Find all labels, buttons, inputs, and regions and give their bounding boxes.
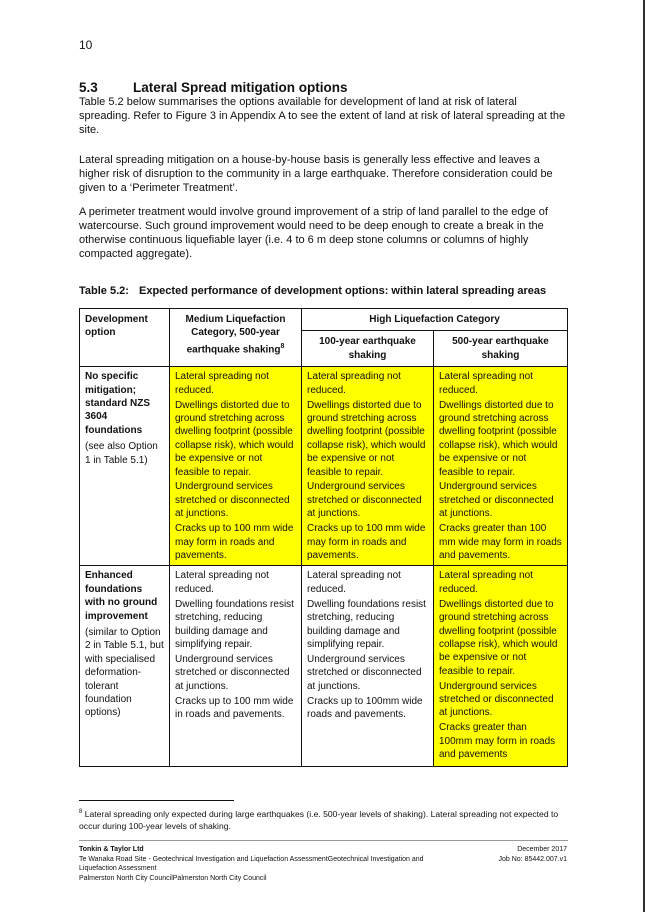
option-cell (80, 367, 170, 566)
section-title: Lateral Spread mitigation options (133, 80, 348, 95)
option-note: (similar to Option 2 in Table 5.1, but with specialised deformation-tolerant foundation options) (85, 627, 164, 719)
header-option: Development option (80, 309, 170, 367)
footer-project: Te Wanaka Road Site - Geotechnical Investigation and Liquefaction AssessmentGeotechnical Investigation and Liquefaction Assessment (79, 855, 424, 872)
footer-left (79, 845, 449, 883)
cell-line: Underground services stretched or disconnected at junctions. (439, 481, 554, 520)
footer-right (499, 845, 568, 864)
cell-line: Underground services stretched or disconnected at junctions. (439, 680, 554, 719)
cell-line: Dwellings distorted due to ground stretching across dwelling footprint (possible collapse risk), which would be expensive or not feasible to repair. (307, 399, 426, 478)
cell-line: Cracks up to 100 mm wide may form in roads and pavements. (307, 523, 426, 561)
footnote-ref: 8 (280, 342, 285, 350)
header-row (80, 309, 568, 331)
paragraph-1: Table 5.2 below summarises the options available for development of land at risk of lateral spreading. Refer to Figure 3 in Appendix A to see the extent of land at risk of lateral spreading at the site. (79, 96, 566, 136)
medium-cell (170, 367, 302, 566)
cell-line: Dwelling foundations resist stretching, reducing building damage and simplifying repair. (175, 598, 294, 650)
cell-line: Underground services stretched or disconnected at junctions. (307, 481, 422, 520)
high-100-cell (302, 566, 434, 767)
cell-line: Underground services stretched or disconnected at junctions. (175, 653, 290, 692)
cell-line: Underground services stretched or disconnected at junctions. (307, 653, 422, 692)
high-500-cell (434, 566, 568, 767)
cell-line: Cracks greater than 100mm may form in roads and pavements (439, 722, 556, 761)
footnote-marker: 8 (79, 809, 83, 815)
section-number: 5.3 (79, 80, 98, 95)
option-cell (80, 566, 170, 767)
header-high-100: 100-year earthquake shaking (302, 331, 434, 367)
cell-line: Lateral spreading not reduced. (175, 570, 269, 595)
footer-company: Tonkin & Taylor Ltd (79, 846, 144, 853)
table-row (80, 566, 568, 767)
cell-line: Dwellings distorted due to ground stretching across dwelling footprint (possible collapse risk), which would be expensive or not feasible to repair. (439, 598, 558, 677)
footer-divider (79, 840, 568, 841)
cell-line: Underground services stretched or disconnected at junctions. (175, 481, 290, 520)
high-100-cell (302, 367, 434, 566)
cell-line: Lateral spreading not reduced. (307, 570, 401, 595)
cell-line: Cracks up to 100 mm wide in roads and pavements. (175, 695, 294, 720)
table-caption (79, 285, 546, 297)
cell-line: Cracks up to 100 mm wide may form in roads and pavements. (175, 523, 294, 561)
cell-line: Lateral spreading not reduced. (175, 371, 269, 396)
paragraph-2: Lateral spreading mitigation on a house-by-house basis is generally less effective and leaves a higher risk of disruption to the community in a large earthquake. Therefore consideration could be given to a ‘Perimeter Treatment’. (79, 154, 553, 194)
table-caption-title: Expected performance of development options: within lateral spreading areas (139, 285, 547, 297)
header-high: High Liquefaction Category (302, 309, 568, 331)
cell-line: Dwellings distorted due to ground stretching across dwelling footprint (possible collapse risk), which would be expensive or not feasible to repair. (175, 399, 294, 478)
options-table (79, 308, 568, 767)
cell-line: Dwelling foundations resist stretching, reducing building damage and simplifying repair. (307, 598, 426, 650)
footnote (79, 806, 569, 832)
section-heading (79, 80, 348, 95)
table-caption-number: Table 5.2: (79, 285, 129, 297)
cell-line: Dwellings distorted due to ground stretching across dwelling footprint (possible collapse risk), which would be expensive or not feasible to repair. (439, 399, 558, 478)
table-row (80, 367, 568, 566)
medium-cell (170, 566, 302, 767)
header-medium (170, 309, 302, 367)
cell-line: Lateral spreading not reduced. (307, 371, 401, 396)
cell-line: Lateral spreading not reduced. (439, 570, 533, 595)
option-title: Enhanced foundations with no ground improvement (85, 570, 158, 622)
cell-line: Cracks up to 100mm wide roads and pavements. (307, 695, 423, 720)
footer-client: Palmerston North City CouncilPalmerston North City Council (79, 874, 267, 882)
footnote-divider (79, 800, 234, 801)
footer-job: Job No: 85442.007.v1 (498, 855, 567, 863)
option-title: No specific mitigation; standard NZS 3604 foundations (85, 371, 151, 436)
footer-date: December 2017 (517, 846, 567, 853)
option-note: (see also Option 1 in Table 5.1) (85, 441, 158, 466)
cell-line: Lateral spreading not reduced. (439, 371, 533, 396)
high-500-cell (434, 367, 568, 566)
header-medium-label: Medium Liquefaction Category, 500-year earthquake shaking (185, 314, 286, 356)
header-high-500: 500-year earthquake shaking (434, 331, 568, 367)
paragraph-3: A perimeter treatment would involve ground improvement of a strip of land parallel to the edge of watercourse. Such ground improvement would need to be deep enough to create a break in the otherwise continuous liquefiable layer (i.e. 4 to 6 m deep stone columns or columns of highly compacted aggregate). (79, 206, 548, 260)
page-number: 10 (79, 38, 93, 52)
cell-line: Cracks greater than 100 mm wide may form in roads and pavements. (439, 523, 562, 561)
footnote-text: Lateral spreading only expected during large earthquakes (i.e. 500-year levels of shaking). Lateral spreading not expected to occur during 100-year levels of shaking. (79, 808, 559, 831)
